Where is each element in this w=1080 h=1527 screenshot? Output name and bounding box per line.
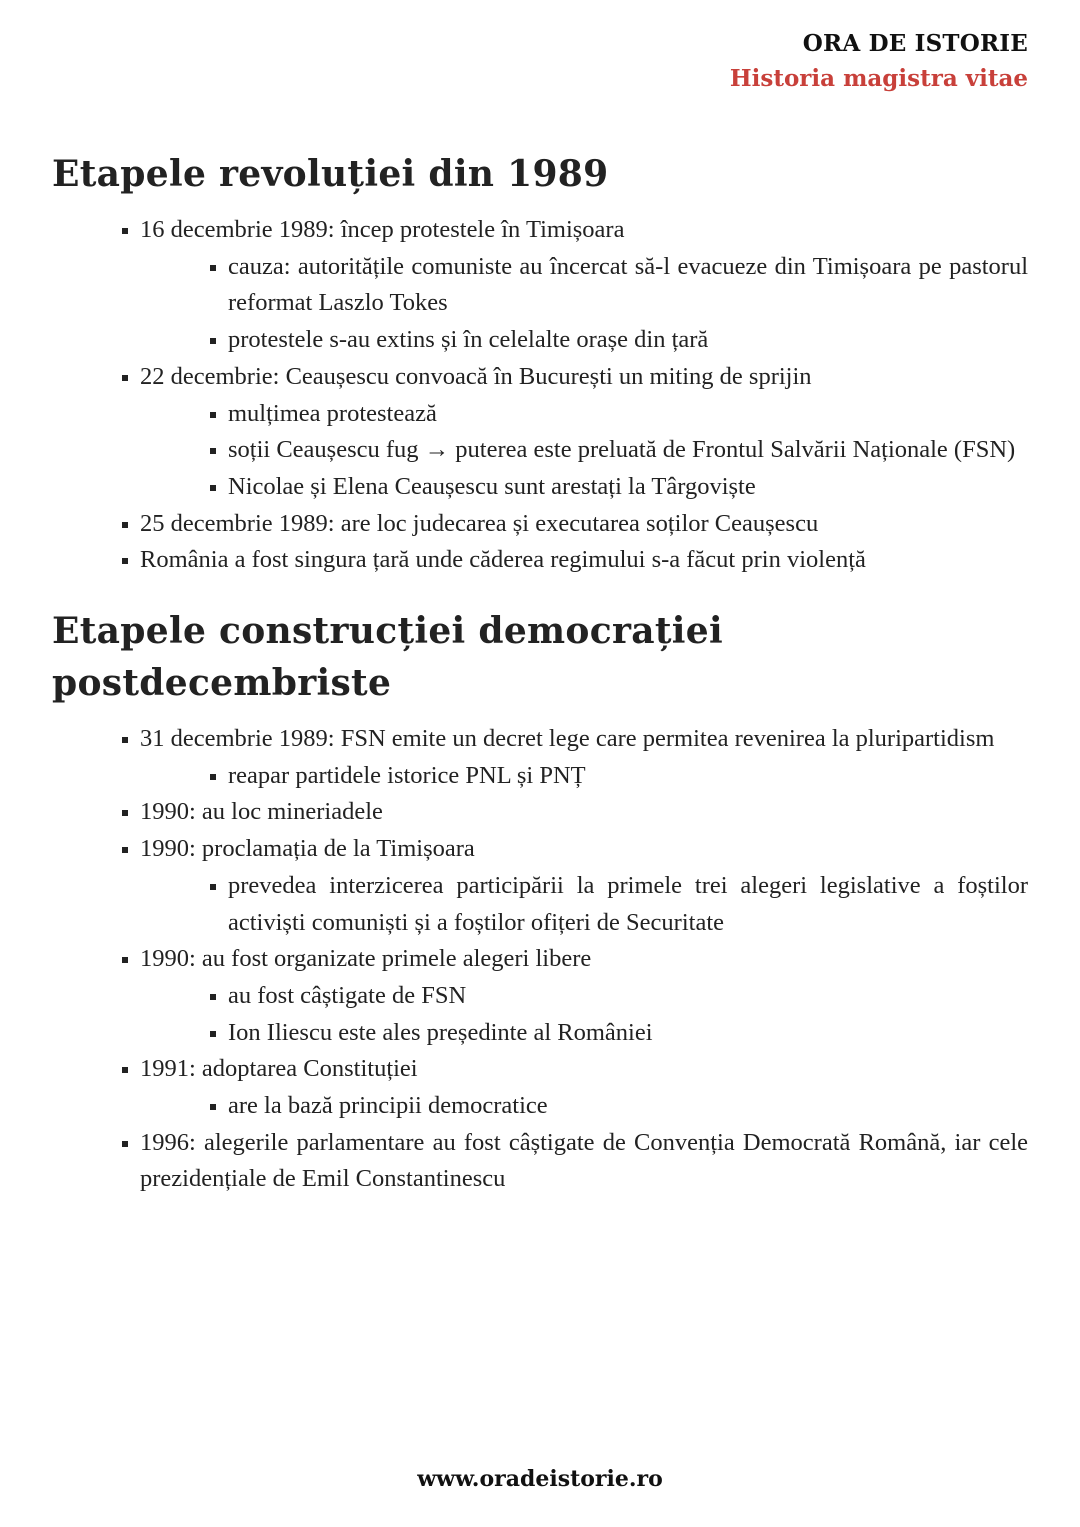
sub-list-item-text: are la bază principii democratice xyxy=(228,1092,548,1120)
bullet-list xyxy=(52,212,1028,579)
sub-list-item-text: au fost câștigate de FSN xyxy=(228,981,467,1009)
bullet-icon xyxy=(122,522,128,528)
bullet-icon xyxy=(210,1031,216,1037)
sub-list-item-text: cauza: autoritățile comuniste au încercat să-l evacueze din Timișoara pe pastorul reformat Laszlo Tokes xyxy=(228,252,1028,317)
site-subtitle: Historia magistra vitae xyxy=(729,65,1028,92)
list-item xyxy=(140,831,1028,941)
list-item xyxy=(140,794,1028,831)
sub-list-item xyxy=(228,1088,1028,1125)
sub-list-item xyxy=(228,469,1028,506)
bullet-icon xyxy=(122,375,128,381)
list-item xyxy=(140,506,1028,543)
bullet-icon xyxy=(122,737,128,743)
list-item-text: 22 decembrie: Ceaușescu convoacă în București un miting de sprijin xyxy=(140,362,812,390)
sub-list-item xyxy=(228,1015,1028,1052)
sub-list-item xyxy=(228,396,1028,433)
list-item xyxy=(140,1125,1028,1198)
list-item-text: 16 decembrie 1989: încep protestele în Timișoara xyxy=(140,216,625,243)
list-item xyxy=(140,721,1028,794)
page-content xyxy=(52,148,1028,1198)
list-item xyxy=(140,1051,1028,1124)
bullet-list xyxy=(52,721,1028,1198)
list-item-text: 1990: au loc mineriadele xyxy=(140,798,383,826)
bullet-icon xyxy=(210,994,216,1000)
bullet-icon xyxy=(122,847,128,853)
sub-list-item-text: protestele s-au extins și în celelalte orașe din țară xyxy=(228,326,709,354)
sub-list-item-text: soții Ceaușescu fug → puterea este preluată de Frontul Salvării Naționale (FSN) xyxy=(228,436,1016,464)
list-item-text: 1990: proclamația de la Timișoara xyxy=(140,835,475,863)
list-item-text: 1990: au fost organizate primele alegeri libere xyxy=(140,945,592,973)
bullet-icon xyxy=(122,228,128,234)
bullet-icon xyxy=(210,412,216,418)
sub-list xyxy=(140,868,1028,941)
sub-list-item-text: Ion Iliescu este ales președinte al României xyxy=(228,1018,653,1046)
list-item-text: 25 decembrie 1989: are loc judecarea și executarea soților Ceaușescu xyxy=(140,509,819,537)
sub-list xyxy=(140,758,1028,795)
sub-list-item-text: Nicolae și Elena Ceaușescu sunt arestați la Târgoviște xyxy=(228,472,756,500)
list-item xyxy=(140,212,1028,359)
sub-list xyxy=(140,978,1028,1051)
list-item-text: România a fost singura țară unde căderea regimului s-a făcut prin violență xyxy=(140,546,866,574)
bullet-icon xyxy=(210,448,216,454)
sub-list-item xyxy=(228,432,1028,469)
sub-list-item-text: prevedea interzicerea participării la primele trei alegeri legislative a foștilor activiști comuniști și a foștilor ofițeri de Securitate xyxy=(228,871,1028,936)
list-item xyxy=(140,359,1028,506)
list-item-text: 1991: adoptarea Constituției xyxy=(140,1055,418,1083)
bullet-icon xyxy=(210,265,216,271)
bullet-icon xyxy=(122,558,128,564)
list-item-text: 1996: alegerile parlamentare au fost câștigate de Convenția Democrată Română, iar cele prezidențiale de Emil Constantinescu xyxy=(140,1128,1028,1193)
bullet-icon xyxy=(210,485,216,491)
sub-list-item xyxy=(228,322,1028,359)
list-item-text: 31 decembrie 1989: FSN emite un decret lege care permitea revenirea la pluripartidism xyxy=(140,725,995,753)
sub-list xyxy=(140,1088,1028,1125)
section-heading: Etapele revoluției din 1989 xyxy=(52,153,609,195)
footer-url: www.oradeistorie.ro xyxy=(417,1466,663,1492)
bullet-icon xyxy=(122,957,128,963)
sub-list-item xyxy=(228,868,1028,941)
bullet-icon xyxy=(210,774,216,780)
sub-list xyxy=(140,249,1028,359)
sub-list-item-text: reapar partidele istorice PNL și PNȚ xyxy=(228,761,586,789)
list-item xyxy=(140,542,1028,579)
sub-list-item xyxy=(228,978,1028,1015)
bullet-icon xyxy=(210,338,216,344)
bullet-icon xyxy=(122,1141,128,1147)
page-header xyxy=(730,28,1028,98)
site-title: ORA DE ISTORIE xyxy=(802,30,1028,57)
bullet-icon xyxy=(122,810,128,816)
bullet-icon xyxy=(122,1067,128,1073)
sub-list-item xyxy=(228,249,1028,322)
list-item xyxy=(140,941,1028,1051)
sub-list-item xyxy=(228,758,1028,795)
bullet-icon xyxy=(210,1104,216,1110)
sub-list xyxy=(140,396,1028,506)
section-heading: Etapele construcției democrației postdecembriste xyxy=(52,610,723,705)
sub-list-item-text: mulțimea protestează xyxy=(228,399,437,427)
bullet-icon xyxy=(210,884,216,890)
